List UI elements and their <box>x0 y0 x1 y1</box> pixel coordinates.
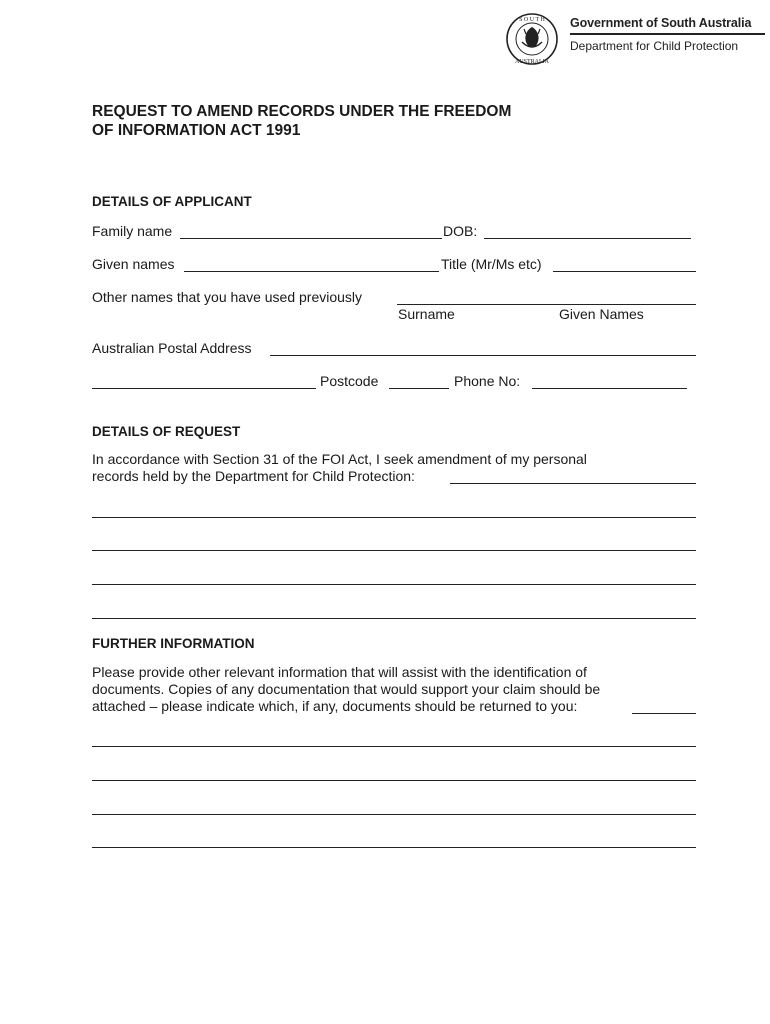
further-answer-line-3[interactable] <box>92 780 696 781</box>
request-answer-line-4[interactable] <box>92 584 696 585</box>
logo-divider <box>570 33 765 35</box>
request-answer-line-2[interactable] <box>92 517 696 518</box>
given-names-caption: Given Names <box>559 306 644 322</box>
family-name-field[interactable] <box>180 238 442 239</box>
further-answer-line-1[interactable] <box>632 713 696 714</box>
surname-caption: Surname <box>398 306 455 322</box>
postal-address-field[interactable] <box>270 355 696 356</box>
further-answer-line-5[interactable] <box>92 847 696 848</box>
further-text-line-2: documents. Copies of any documentation that would support your claim should be <box>92 681 601 697</box>
given-names-label: Given names <box>92 256 175 272</box>
title-field[interactable] <box>553 271 696 272</box>
request-text-line-2: records held by the Department for Child Protection: <box>92 468 415 484</box>
dob-label: DOB: <box>443 223 478 239</box>
logo-text <box>570 16 765 53</box>
applicant-heading: DETAILS OF APPLICANT <box>92 194 252 209</box>
postcode-field[interactable] <box>389 388 449 389</box>
further-answer-line-2[interactable] <box>92 746 696 747</box>
south-australia-seal-icon <box>505 12 559 66</box>
given-names-field[interactable] <box>184 271 439 272</box>
further-text-line-1: Please provide other relevant information that will assist with the identification of <box>92 664 587 680</box>
phone-label: Phone No: <box>454 373 521 389</box>
postcode-label: Postcode <box>320 373 379 389</box>
further-answer-line-4[interactable] <box>92 814 696 815</box>
postal-address-label: Australian Postal Address <box>92 340 252 356</box>
title-label: Title (Mr/Ms etc) <box>441 256 542 272</box>
further-heading: FURTHER INFORMATION <box>92 636 255 651</box>
title-line-1: REQUEST TO AMEND RECORDS UNDER THE FREEDOM <box>92 103 512 120</box>
postal-address-field-2[interactable] <box>92 388 316 389</box>
government-name: Government of South Australia <box>570 16 752 30</box>
further-text <box>92 664 600 715</box>
request-heading: DETAILS OF REQUEST <box>92 424 241 439</box>
title-line-2: OF INFORMATION ACT 1991 <box>92 122 301 139</box>
request-answer-line-3[interactable] <box>92 550 696 551</box>
request-text-line-1: In accordance with Section 31 of the FOI Act, I seek amendment of my personal <box>92 451 587 467</box>
request-text <box>92 451 587 485</box>
request-answer-line-1[interactable] <box>450 483 696 484</box>
other-names-label: Other names that you have used previously <box>92 289 363 305</box>
form-title <box>92 102 511 140</box>
svg-text:AUSTRALIA: AUSTRALIA <box>515 59 549 65</box>
further-text-line-3: attached – please indicate which, if any, documents should be returned to you: <box>92 698 578 714</box>
government-logo <box>505 12 765 66</box>
request-answer-line-5[interactable] <box>92 618 696 619</box>
dob-field[interactable] <box>484 238 691 239</box>
svg-text:S O U T H: S O U T H <box>519 17 545 23</box>
family-name-label: Family name <box>92 223 173 239</box>
phone-field[interactable] <box>532 388 687 389</box>
other-names-field[interactable] <box>397 304 696 305</box>
department-name: Department for Child Protection <box>570 38 739 53</box>
